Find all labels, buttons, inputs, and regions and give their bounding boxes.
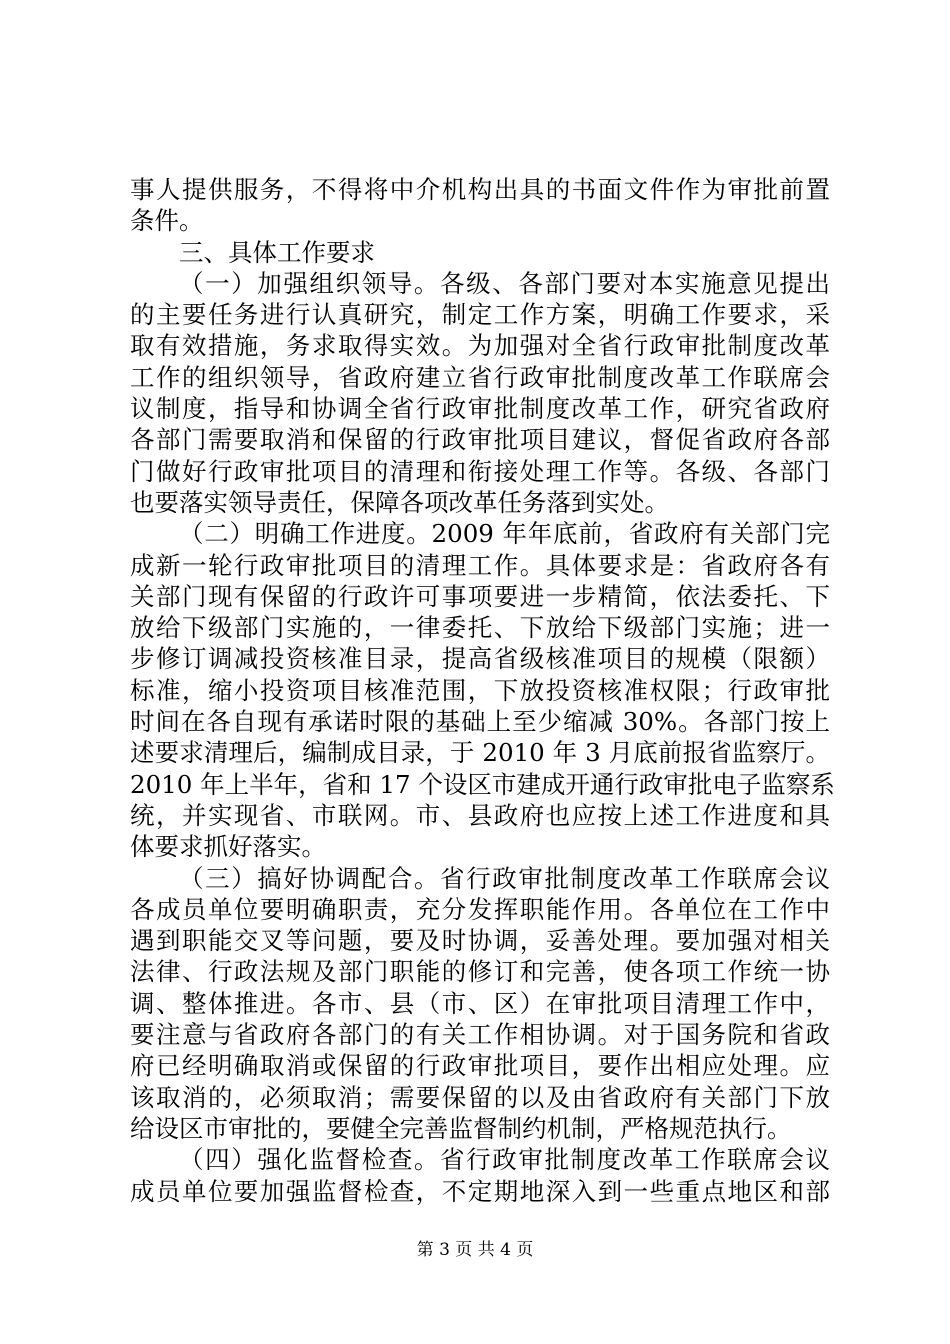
text-line: 议制度，指导和协调全省行政审批制度改革工作，研究省政府 xyxy=(130,394,830,424)
document-body xyxy=(130,174,835,1207)
page-footer: 第 3 页 共 4 页 xyxy=(416,1240,534,1260)
text-line: 调、整体推进。各市、县（市、区）在审批项目清理工作中， xyxy=(130,988,830,1018)
text-line: 各部门需要取消和保留的行政审批项目建议，督促省政府各部 xyxy=(130,425,830,455)
text-line: 标准，缩小投资项目核准范围，下放投资核准权限；行政审批 xyxy=(130,675,830,705)
text-line: 三、具体工作要求 xyxy=(179,237,375,267)
text-line: 统，并实现省、市联网。市、县政府也应按上述工作进度和具 xyxy=(130,800,830,830)
text-line: 府已经明确取消或保留的行政审批项目，要作出相应处理。应 xyxy=(130,1051,830,1081)
text-line: 放给下级部门实施的，一律委托、下放给下级部门实施；进一 xyxy=(130,613,830,643)
text-line: （四）强化监督检查。省行政审批制度改革工作联席会议 xyxy=(179,1145,830,1175)
text-line: 时间在各自现有承诺时限的基础上至少缩减 30%。各部门按上 xyxy=(130,707,830,737)
text-line: 述要求清理后，编制成目录，于 2010 年 3 月底前报省监察厅。 xyxy=(130,738,830,768)
text-line: 成员单位要加强监督检查，不定期地深入到一些重点地区和部 xyxy=(130,1176,830,1206)
text-line: 工作的组织领导，省政府建立省行政审批制度改革工作联席会 xyxy=(130,362,830,392)
text-line: （二）明确工作进度。2009 年年底前，省政府有关部门完 xyxy=(179,519,830,549)
text-line: 条件。 xyxy=(130,206,204,236)
text-line: 的主要任务进行认真研究，制定工作方案，明确工作要求，采 xyxy=(130,300,830,330)
text-line: 事人提供服务，不得将中介机构出具的书面文件作为审批前置 xyxy=(130,175,830,204)
text-line: 遇到职能交叉等问题，要及时协调，妥善处理。要加强对相关 xyxy=(130,926,830,956)
text-line: 各成员单位要明确职责，充分发挥职能作用。各单位在工作中 xyxy=(130,894,830,924)
text-line: 成新一轮行政审批项目的清理工作。具体要求是：省政府各有 xyxy=(130,550,830,580)
text-line: 该取消的，必须取消；需要保留的以及由省政府有关部门下放 xyxy=(130,1082,830,1112)
text-line: 2010 年上半年，省和 17 个设区市建成开通行政审批电子监察系 xyxy=(130,769,835,799)
text-line: （三）搞好协调配合。省行政审批制度改革工作联席会议 xyxy=(179,863,830,893)
text-line: （一）加强组织领导。各级、各部门要对本实施意见提出 xyxy=(179,268,830,298)
text-line: 给设区市审批的，要健全完善监督制约机制，严格规范执行。 xyxy=(130,1113,792,1143)
text-line: 取有效措施，务求取得实效。为加强对全省行政审批制度改革 xyxy=(130,331,830,361)
text-line: 体要求抓好落实。 xyxy=(130,832,326,862)
text-line: 也要落实领导责任，保障各项改革任务落到实处。 xyxy=(130,487,669,517)
text-line: 要注意与省政府各部门的有关工作相协调。对于国务院和省政 xyxy=(130,1020,830,1050)
text-line: 关部门现有保留的行政许可事项要进一步精简，依法委托、下 xyxy=(130,581,830,611)
text-line: 步修订调减投资核准目录，提高省级核准项目的规模（限额） xyxy=(130,644,830,674)
text-line: 法律、行政法规及部门职能的修订和完善，使各项工作统一协 xyxy=(130,957,830,987)
text-line: 门做好行政审批项目的清理和衔接处理工作等。各级、各部门 xyxy=(130,456,830,486)
